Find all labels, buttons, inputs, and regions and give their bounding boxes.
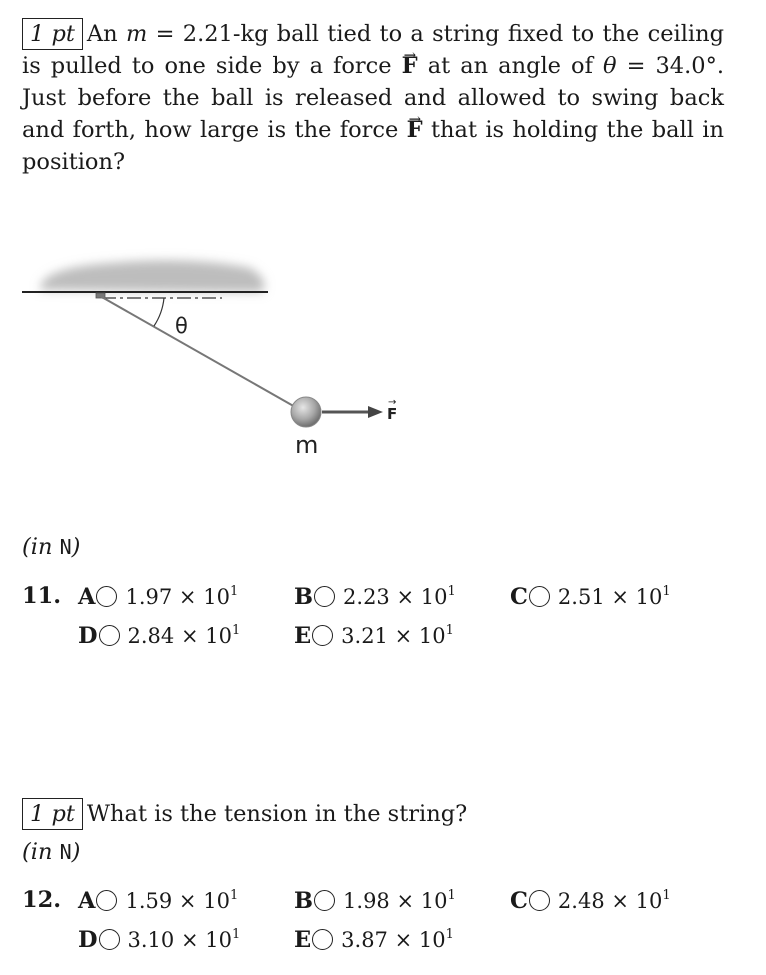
choice-12-c[interactable]: C $2.48 \times 10^1$ [510, 888, 671, 914]
choice-11-d[interactable]: D $2.84 \times 10^1$ [78, 623, 241, 649]
choice-11-a[interactable]: A $1.97 \times 10^1$ [78, 584, 239, 610]
force-label: F [387, 405, 398, 423]
choice-11-c[interactable]: C $2.51 \times 10^1$ [510, 584, 671, 610]
theta-symbol: θ [602, 53, 617, 79]
choice-12-e[interactable]: E $3.87 \times 10^1$ [294, 927, 454, 953]
radio-circle-icon[interactable] [312, 625, 333, 646]
force-label-arrow: → [388, 397, 397, 408]
force-vector-symbol: → F [407, 117, 423, 143]
ceiling-shading [40, 260, 264, 292]
mass-symbol: m [125, 21, 148, 47]
radio-circle-icon[interactable] [312, 929, 333, 950]
radio-circle-icon[interactable] [99, 625, 120, 646]
string [100, 296, 304, 412]
angle-arc [154, 298, 164, 326]
choice-12-a[interactable]: A $1.59 \times 10^1$ [78, 888, 239, 914]
point-value-box: 1 pt [22, 798, 83, 830]
mass-label: m [295, 431, 319, 459]
force-arrow-head [368, 406, 383, 418]
force-vector-symbol: → F [402, 53, 418, 79]
radio-circle-icon[interactable] [96, 890, 117, 911]
radio-circle-icon[interactable] [314, 586, 335, 607]
problem-11-statement: 1 pt An m = 2.21-kg ball tied to a string fixed to the ceiling is pulled to one side by a force → F at an angle of θ = 34.0°. Just before the ball is released and allowed to swing back and forth, how large is the force → F that is holding the ball in position? [22, 18, 724, 178]
ball [291, 397, 321, 427]
choice-12-b[interactable]: B $1.98 \times 10^1$ [294, 888, 456, 914]
pendulum-figure [0, 240, 430, 470]
angle-label: θ [175, 314, 188, 338]
radio-circle-icon[interactable] [529, 890, 550, 911]
radio-circle-icon[interactable] [99, 929, 120, 950]
choice-12-d[interactable]: D $3.10 \times 10^1$ [78, 927, 241, 953]
radio-circle-icon[interactable] [314, 890, 335, 911]
point-value-box: 1 pt [22, 18, 83, 50]
answer-unit: (in N) [22, 534, 81, 560]
answer-unit: (in N) [22, 839, 81, 865]
radio-circle-icon[interactable] [96, 586, 117, 607]
question-number: 12. [22, 887, 62, 913]
choice-11-b[interactable]: B $2.23 \times 10^1$ [294, 584, 456, 610]
problem-12-statement: 1 pt What is the tension in the string? [22, 798, 724, 830]
radio-circle-icon[interactable] [529, 586, 550, 607]
choice-11-e[interactable]: E $3.21 \times 10^1$ [294, 623, 454, 649]
question-number: 11. [22, 583, 62, 609]
